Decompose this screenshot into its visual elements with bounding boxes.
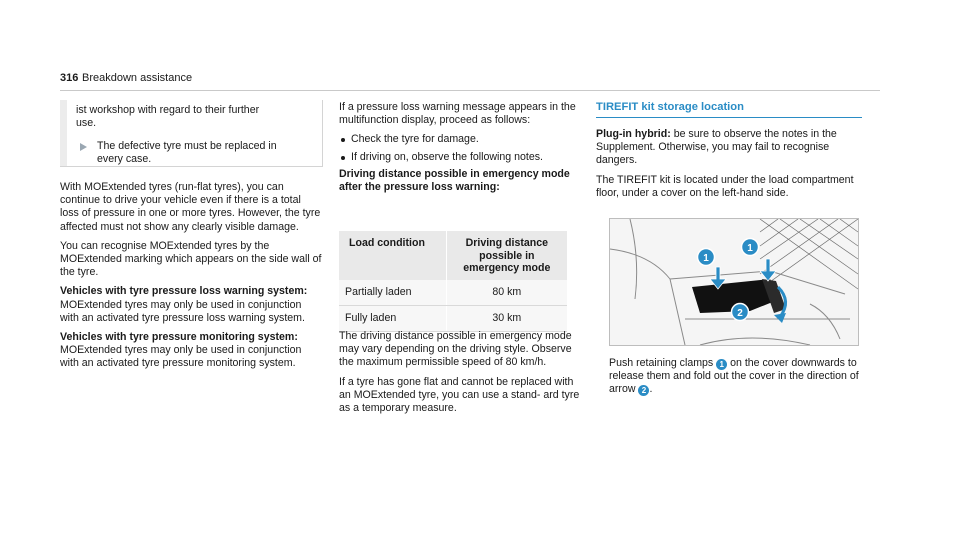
note-line: ist workshop with regard to their further (76, 104, 260, 116)
hybrid-paragraph (596, 128, 862, 168)
tpm-paragraph (60, 331, 322, 371)
column-2 (339, 101, 584, 200)
section-divider (596, 117, 862, 118)
column-1 (60, 181, 322, 377)
figure-marker-label: 1 (703, 253, 709, 264)
tpm-label: Vehicles with tyre pressure monitoring system: (60, 331, 298, 344)
column-2-after-table (339, 330, 584, 421)
table-row (339, 305, 567, 331)
moextended-marking: You can recognise MOExtended tyres by the MOExtended marking which appears on the side wall of the tyre. (60, 239, 322, 279)
tirefit-drawing (610, 219, 858, 345)
instruction-text: Push retaining clamps (609, 357, 717, 369)
note-line: every case. (97, 153, 152, 166)
instruction-paragraph (609, 357, 864, 397)
table-row (339, 280, 567, 306)
note-line: The defective tyre must be replaced in (97, 140, 277, 152)
tpl-warning-label: Vehicles with tyre pressure loss warning system: (60, 285, 308, 298)
instruction-block (609, 357, 864, 403)
standard-tyre-note: If a tyre has gone flat and cannot be replaced with an MOExtended tyre, you can use a stand- ard tyre as a temporary measure. (339, 375, 580, 415)
section-heading: TIREFIT kit storage location (596, 101, 744, 113)
figure-marker (732, 304, 749, 321)
moextended-intro: With MOExtended tyres (run-flat tyres), you can continue to drive your vehicle even if there is a total loss of pressure in one or more tyres. However, the tyre affected must not show any clearly visible damage. (60, 181, 321, 233)
cell-load: Fully laden (339, 305, 446, 331)
warning-intro: If a pressure loss warning message appears in the multifunction display, proceed as follows: (339, 101, 576, 127)
tpl-warning-paragraph (60, 285, 322, 325)
cell-distance: 80 km (446, 280, 567, 306)
figure-marker (698, 249, 715, 266)
tpm-text: MOExtended tyres may only be used in conjunction with an activated tyre pressure monitoring system. (60, 344, 302, 370)
header-divider (60, 90, 880, 91)
hybrid-text: be sure to observe the notes in the Supplement. Otherwise, you may fail to recognise dangers. (596, 128, 837, 167)
table-header-row (339, 231, 567, 280)
marker-1-icon: 1 (716, 359, 727, 370)
note-instruction (97, 140, 317, 166)
note-continuation (76, 104, 316, 130)
table-title: Driving distance possible in emergency mode after the pressure loss warning: (339, 167, 570, 194)
running-title: Breakdown assistance (82, 72, 193, 84)
action-list (339, 133, 584, 163)
cell-load: Partially laden (339, 280, 446, 306)
note-line: use. (76, 117, 97, 130)
figure-marker-label: 1 (747, 243, 753, 254)
list-item: Check the tyre for damage. (339, 133, 584, 146)
instruction-text: on the cover downwards to release them and fold out the cover in the direction of arrow (609, 357, 859, 396)
header-driving-distance: Driving distance possible in emergency mode (446, 231, 567, 280)
figure-marker-label: 2 (737, 308, 743, 319)
marker-2-icon: 2 (638, 385, 649, 396)
list-item: If driving on, observe the following notes. (339, 151, 584, 164)
instruction-text: . (649, 383, 653, 396)
hybrid-label: Plug-in hybrid: (596, 128, 671, 140)
driving-style-note: The driving distance possible in emergency mode may vary depending on the driving style. Observe the maximum permissible speed of 80 km/h. (339, 330, 572, 369)
page-number: 316 (60, 72, 79, 84)
cell-distance: 30 km (446, 305, 567, 331)
column-3 (596, 128, 862, 206)
driving-distance-table (339, 231, 567, 332)
figure-marker (742, 239, 759, 256)
tirefit-illustration (609, 218, 859, 346)
arrow-bullet-icon (80, 143, 87, 151)
location-paragraph: The TIREFIT kit is located under the load compartment floor, under a cover on the left-hand side. (596, 173, 854, 199)
tpl-warning-text: MOExtended tyres may only be used in conjunction with an activated tyre pressure loss warning system. (60, 298, 305, 324)
header-load-condition: Load condition (339, 231, 446, 280)
